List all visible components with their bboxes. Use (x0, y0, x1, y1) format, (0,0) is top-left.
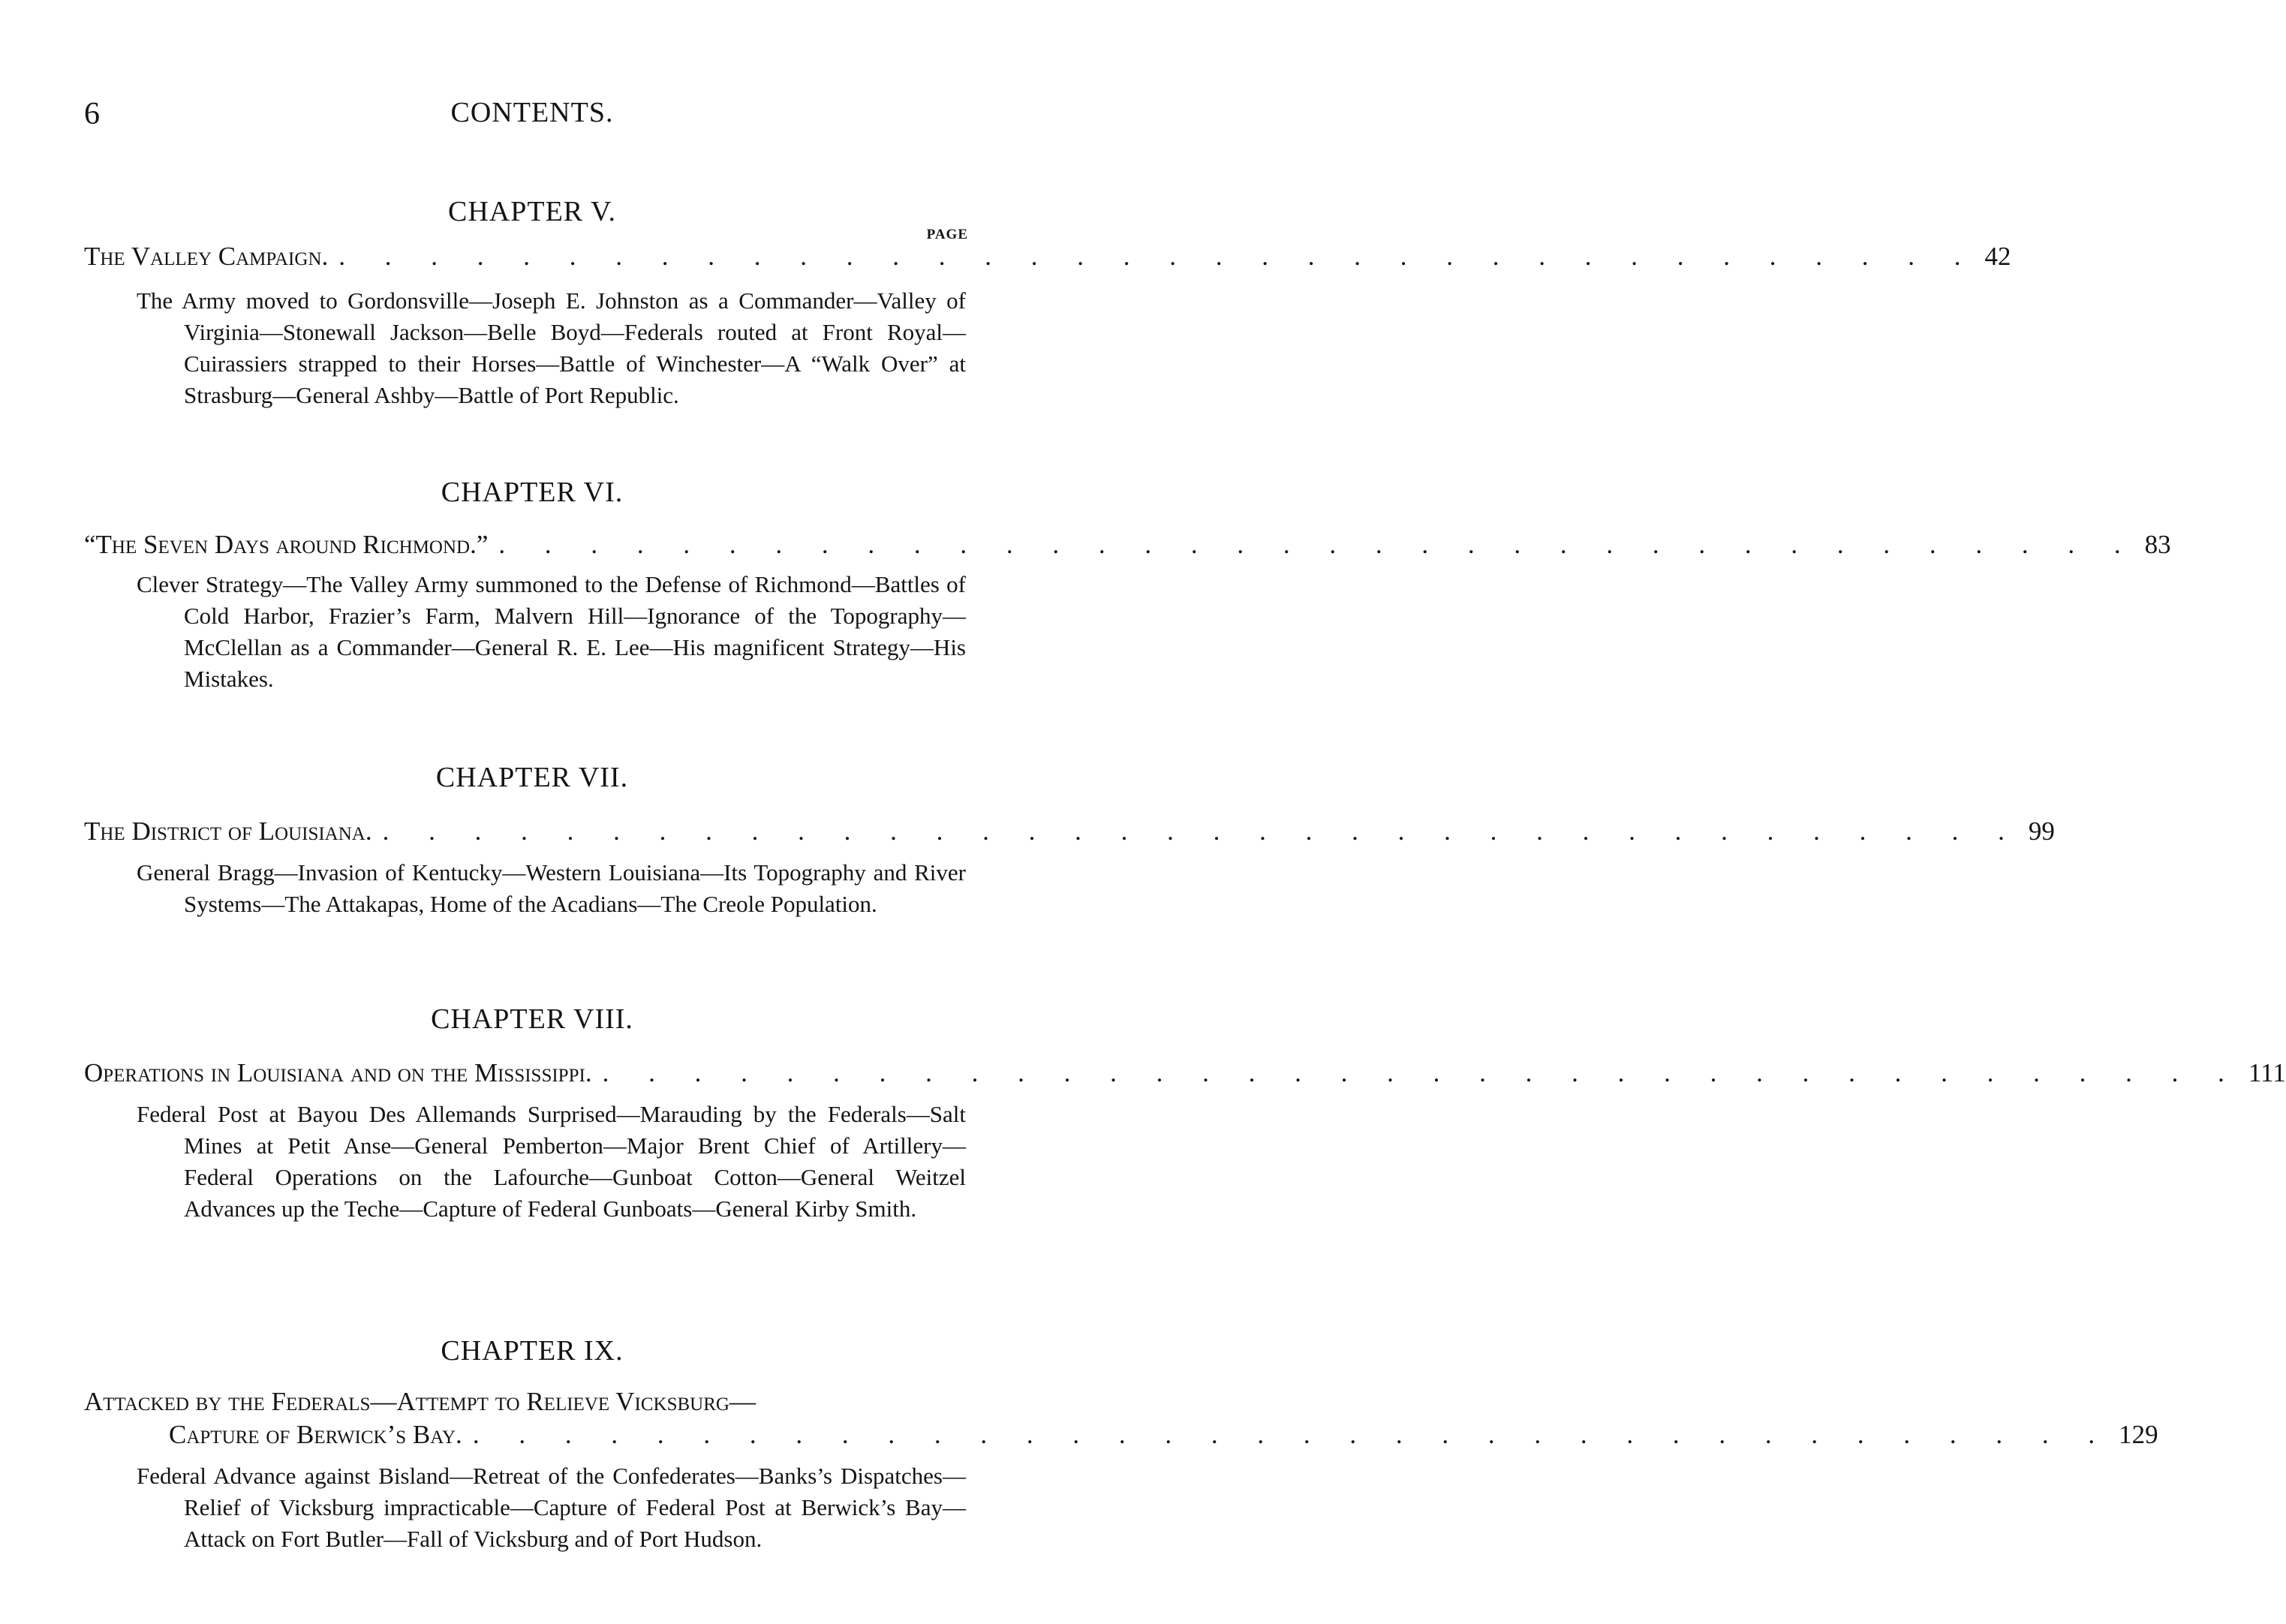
chapter-title-line1: Attacked by the Federals—Attempt to Relieve Vicksburg— (84, 1387, 756, 1416)
dot-leader: . . . . . . . . . . . . . . . . . . . . . . . . . . . . . . . . . . . . (602, 1058, 2241, 1087)
chapter-heading: CHAPTER IX. (441, 1335, 624, 1367)
chapter-page-number: 99 (2028, 817, 2055, 846)
chapter-title-text: The Valley Campaign. (84, 242, 329, 271)
dot-leader: . . . . . . . . . . . . . . . . . . . . . . . . . . . . . . . . . . . . (498, 530, 2137, 559)
chapter-page-number: 111 (2248, 1058, 2286, 1087)
chapter-title-line2-row (84, 1418, 2158, 1451)
chapter-summary: Federal Post at Bayou Des Allemands Surprised—Marauding by the Federals—Salt Mines at Petit Anse—General Pemberton—Major Brent Chief of Artillery—Federal Operations on the Lafourche—Gunboat Cotton—General Weitzel Advances up the Teche—Capture of Federal Gunboats—General Kirby Smith. (137, 1101, 966, 1222)
chapter-heading: CHAPTER VI. (441, 477, 624, 508)
chapter-heading: CHAPTER VII. (435, 762, 629, 793)
chapter-title (84, 1385, 2158, 1451)
chapter-page-number: 42 (1984, 242, 2011, 271)
dot-leader: . . . . . . . . . . . . . . . . . . . . . . . . . . . . . . . . . . . . (338, 242, 1978, 271)
chapter-title-text: “The Seven Days around Richmond.” (84, 530, 489, 559)
chapter-title-line2: Capture of Berwick’s Bay. (169, 1420, 462, 1449)
chapter-title-text: Operations in Louisiana and on the Mississippi. (84, 1058, 592, 1087)
chapter-page-number: 129 (2119, 1420, 2158, 1449)
chapter-title (84, 528, 2171, 561)
chapter-summary: Federal Advance against Bisland—Retreat of the Confederates—Banks’s Dispatches—Relief of Vicksburg impracticable—Capture of Federal Post at Berwick’s Bay—Attack on Fort Butler—Fall of Vicksburg and of Port Hudson. (137, 1463, 966, 1552)
dot-leader: . . . . . . . . . . . . . . . . . . . . . . . . . . . . . . . . . . . . (382, 817, 2021, 846)
chapter-summary: Clever Strategy—The Valley Army summoned to the Defense of Richmond—Battles of Cold Harbor, Frazier’s Farm, Malvern Hill—Ignorance of the Topography—McClellan as a Commander—General R. E. Lee—His magnificent Strategy—His Mistakes. (137, 571, 966, 692)
chapter-title (84, 240, 2011, 273)
running-head: CONTENTS. (450, 97, 614, 128)
chapter-heading: CHAPTER VIII. (431, 1003, 633, 1035)
chapter-heading: CHAPTER V. (448, 196, 616, 227)
page-number: 6 (84, 97, 100, 131)
chapter-summary: The Army moved to Gordonsville—Joseph E. Johnston as a Commander—Valley of Virginia—Stonewall Jackson—Belle Boyd—Federals routed at Front Royal—Cuirassiers strapped to their Horses—Battle of Winchester—A “Walk Over” at Strasburg—General Ashby—Battle of Port Republic. (137, 287, 966, 408)
chapter-title (84, 1057, 2286, 1090)
chapter-title-text: The District of Louisiana. (84, 817, 372, 846)
chapter-summary: General Bragg—Invasion of Kentucky—Western Louisiana—Its Topography and River Systems—The Attakapas, Home of the Acadians—The Creole Population. (137, 859, 966, 917)
chapter-title (84, 815, 2055, 848)
dot-leader: . . . . . . . . . . . . . . . . . . . . . . . . . . . . . . . . . . . . (472, 1420, 2112, 1449)
page-column-label: PAGE (926, 227, 968, 242)
chapter-page-number: 83 (2144, 530, 2171, 559)
